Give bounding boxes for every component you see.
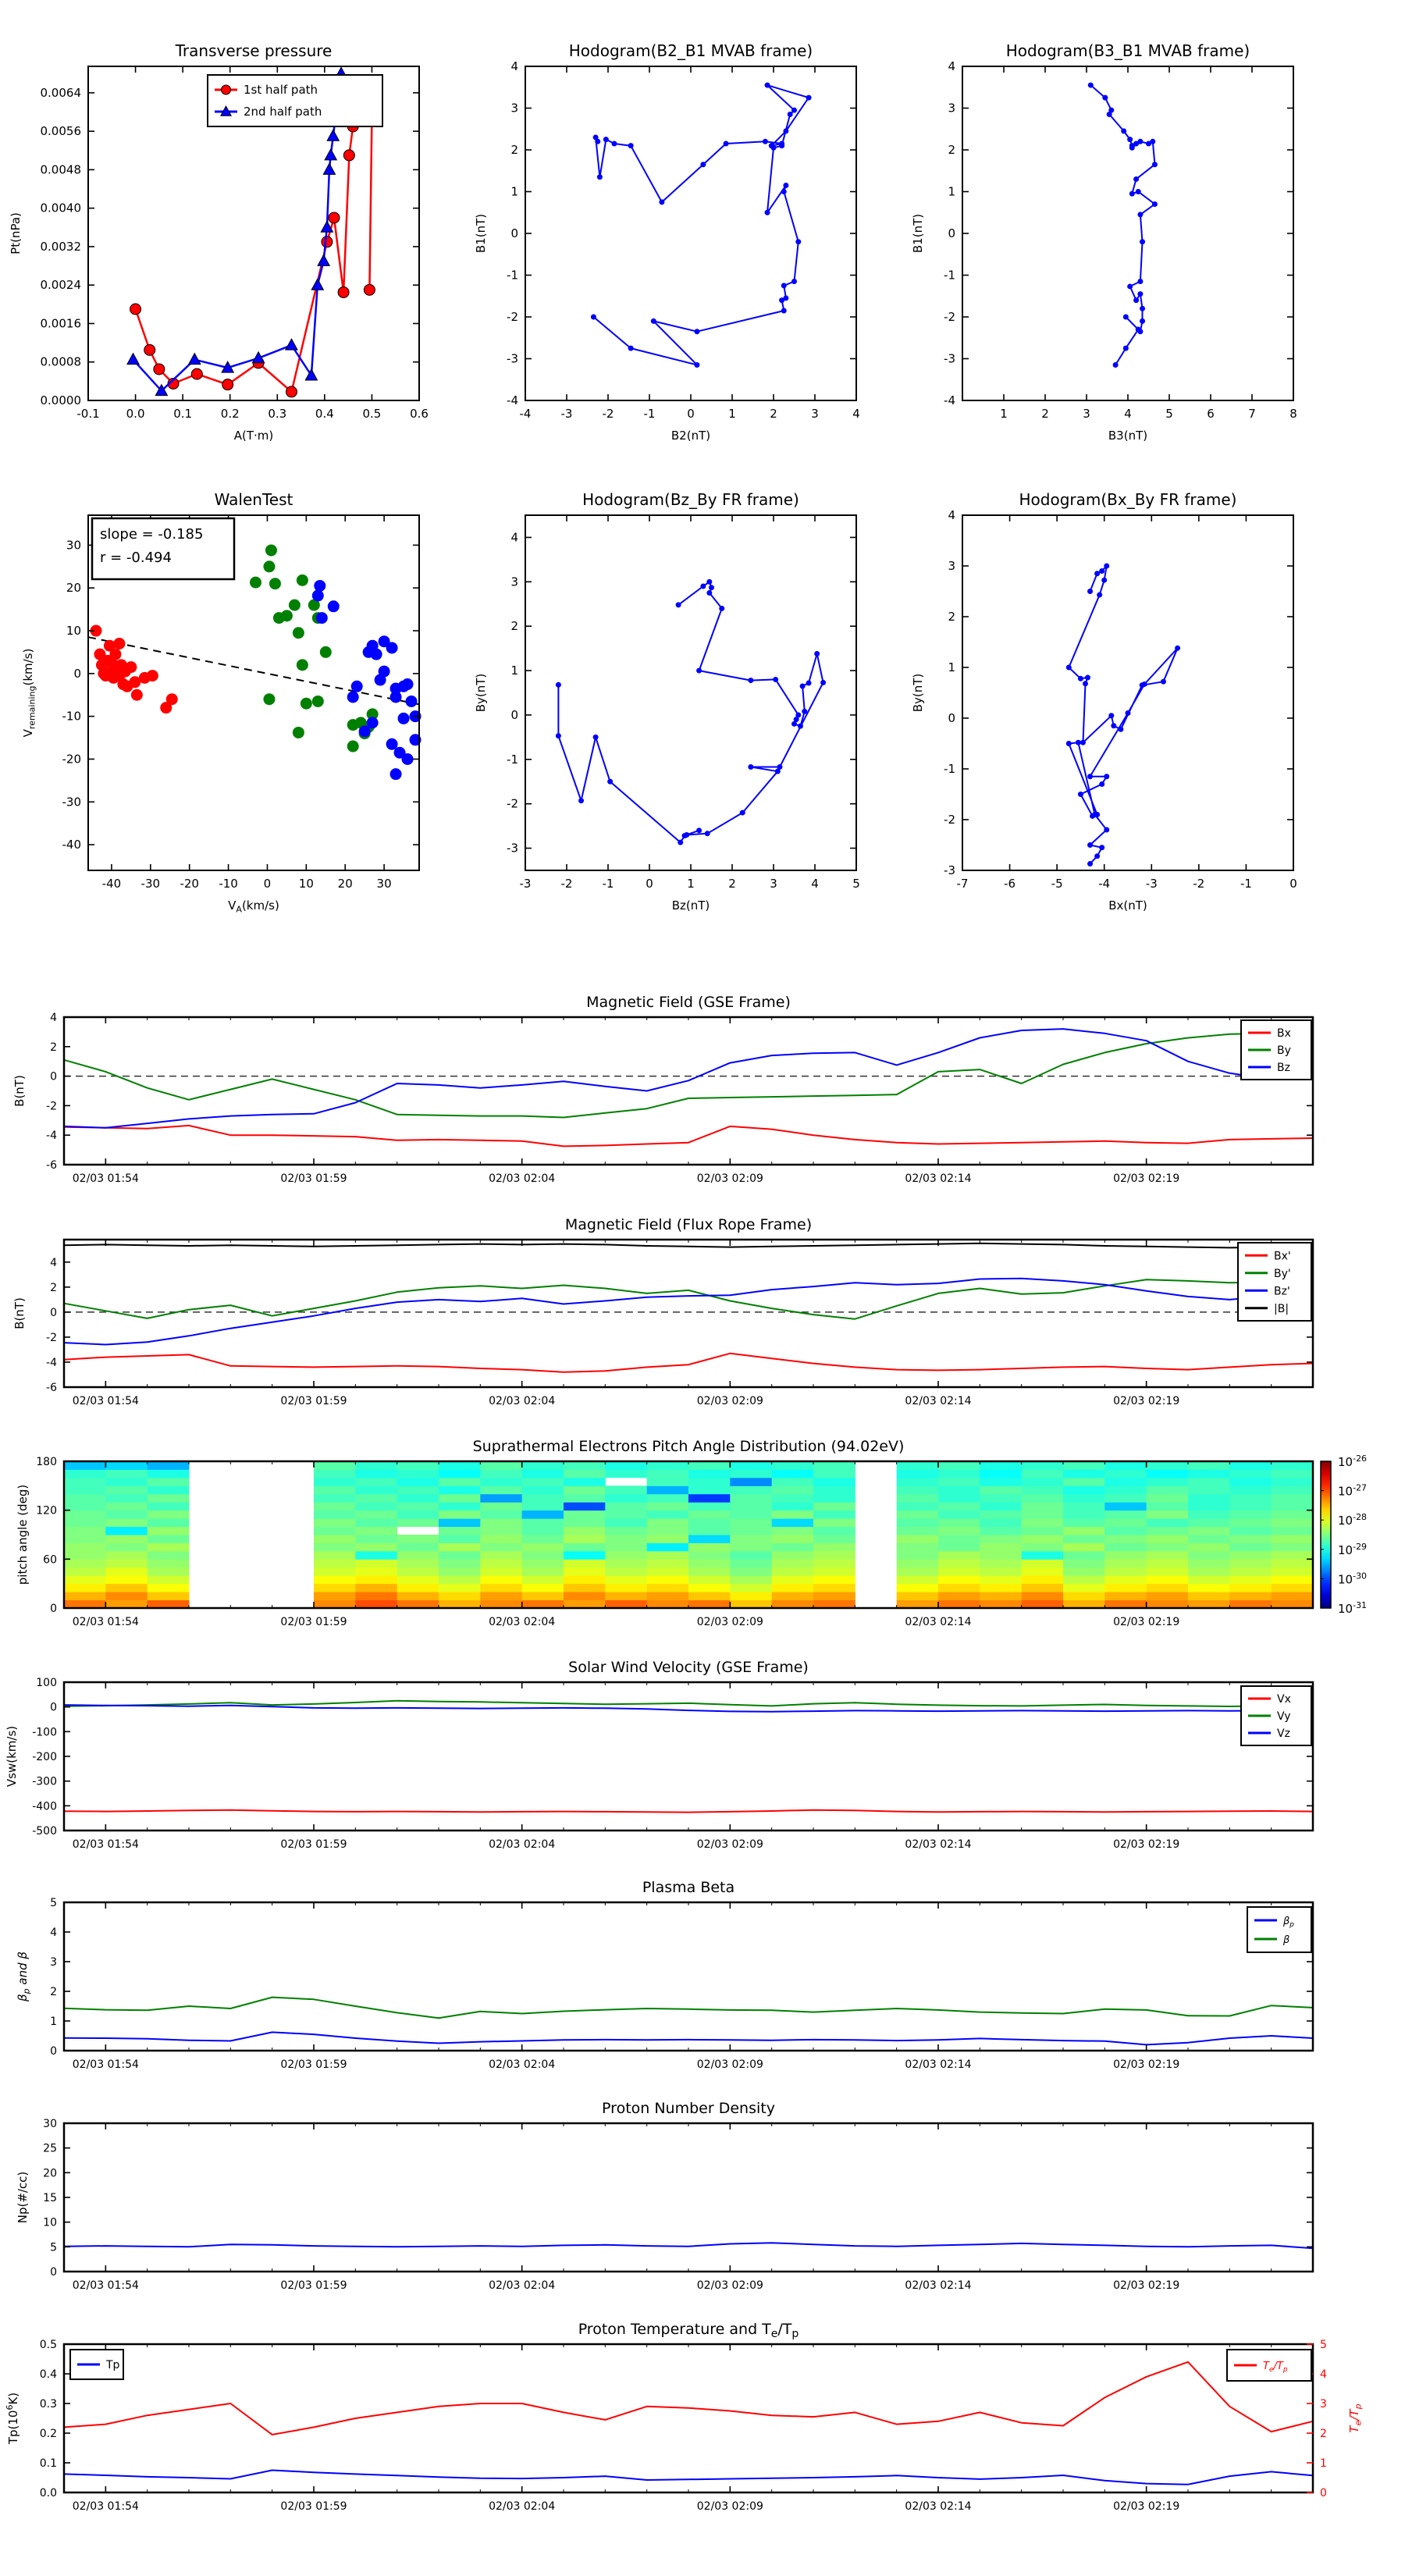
svg-text:2: 2: [728, 877, 736, 891]
svg-text:02/03 02:04: 02/03 02:04: [489, 1395, 556, 1407]
svg-text:0.0064: 0.0064: [40, 85, 81, 100]
svg-text:-1: -1: [1240, 877, 1252, 891]
svg-text:02/03 02:04: 02/03 02:04: [489, 1616, 556, 1628]
svg-text:4: 4: [510, 59, 518, 73]
svg-text:02/03 02:14: 02/03 02:14: [905, 2500, 972, 2513]
svg-text:By: By: [1277, 1044, 1291, 1057]
svg-text:02/03 02:04: 02/03 02:04: [489, 2500, 556, 2513]
annotation-walen-test: [92, 518, 234, 579]
svg-text:02/03 01:59: 02/03 01:59: [280, 1395, 347, 1407]
svg-text:-5: -5: [1051, 877, 1063, 891]
svg-text:Bx': Bx': [1274, 1250, 1291, 1263]
svg-text:02/03 02:14: 02/03 02:14: [905, 1616, 972, 1628]
svg-text:02/03 01:54: 02/03 01:54: [72, 1172, 139, 1185]
svg-text:0.0008: 0.0008: [40, 354, 81, 369]
svg-text:-1: -1: [944, 268, 955, 283]
svg-text:-200: -200: [32, 1751, 57, 1763]
svg-text:0: 0: [948, 711, 955, 725]
svg-text:02/03 02:19: 02/03 02:19: [1113, 1172, 1180, 1185]
svg-text:1: 1: [510, 664, 518, 678]
svg-text:02/03 02:14: 02/03 02:14: [905, 2058, 972, 2071]
svg-text:02/03 01:54: 02/03 01:54: [72, 2500, 139, 2513]
svg-text:0.2: 0.2: [220, 407, 240, 421]
svg-text:5: 5: [1165, 407, 1173, 421]
svg-text:10-31: $10^{-31}$: [1338, 1600, 1368, 1616]
svg-text:10-27: $10^{-27}$: [1338, 1482, 1368, 1499]
svg-text:-100: -100: [32, 1726, 57, 1739]
svg-text:02/03 01:54: 02/03 01:54: [72, 1616, 139, 1628]
svg-text:0: 0: [50, 1070, 57, 1083]
svg-text:0.4: 0.4: [39, 2368, 57, 2381]
svg-text:Proton Number Density: Proton Number Density: [602, 2100, 775, 2117]
svg-text:3: 3: [50, 1956, 57, 1969]
svg-text:B1(nT): B1(nT): [474, 213, 488, 254]
svg-text:-4: -4: [46, 1356, 57, 1369]
svg-text:-2: -2: [560, 877, 573, 891]
svg-text:100: 100: [36, 1677, 57, 1689]
svg-text:Bz: Bz: [1277, 1062, 1290, 1074]
legend-velocity: [1241, 1686, 1311, 1745]
svg-text:-2: -2: [1193, 877, 1205, 891]
svg-text:-2: -2: [944, 813, 955, 827]
svg-text:r = -0.494: r = -0.494: [100, 550, 172, 566]
svg-text:Hodogram(B2_B1 MVAB frame): Hodogram(B2_B1 MVAB frame): [568, 41, 813, 60]
svg-text:-40: -40: [101, 877, 122, 891]
svg-text:Hodogram(Bz_By FR frame): Hodogram(Bz_By FR frame): [582, 490, 799, 509]
svg-text:2: 2: [948, 143, 955, 157]
svg-text:B3(nT): B3(nT): [1108, 429, 1148, 443]
svg-text:10: 10: [66, 624, 81, 639]
svg-text:2nd half path: 2nd half path: [244, 105, 322, 119]
svg-text:0.3: 0.3: [268, 407, 287, 421]
svg-text:-400: -400: [32, 1800, 57, 1813]
svg-text:02/03 02:19: 02/03 02:19: [1113, 2279, 1180, 2292]
svg-text:-1: -1: [643, 407, 656, 421]
svg-text:1: 1: [948, 660, 955, 674]
svg-text:-2: -2: [944, 310, 955, 324]
svg-text:02/03 02:09: 02/03 02:09: [696, 2279, 763, 2292]
svg-text:-3: -3: [944, 351, 955, 366]
svg-text:02/03 01:54: 02/03 01:54: [72, 2058, 139, 2071]
svg-text:5: 5: [50, 2241, 57, 2254]
svg-text:02/03 01:59: 02/03 01:59: [280, 1616, 347, 1628]
svg-text:02/03 02:09: 02/03 02:09: [696, 1395, 763, 1407]
svg-text:-4: -4: [944, 393, 955, 407]
svg-text:6: 6: [1207, 407, 1215, 421]
svg-text:-500: -500: [32, 1825, 57, 1838]
svg-text:-3: -3: [944, 863, 955, 877]
svg-text:02/03 02:19: 02/03 02:19: [1113, 1395, 1180, 1407]
svg-text:-2: -2: [46, 1100, 57, 1113]
svg-text:-4: -4: [1098, 877, 1111, 891]
svg-text:1: 1: [510, 184, 518, 199]
svg-text:5: 5: [852, 877, 860, 891]
svg-text:1: 1: [687, 877, 695, 891]
svg-text:Bx(nT): Bx(nT): [1108, 898, 1147, 913]
svg-text:3: 3: [948, 101, 955, 116]
svg-text:-40: -40: [62, 838, 81, 852]
svg-text:0: 0: [50, 1701, 57, 1714]
svg-text:Tp: Tp: [106, 2359, 120, 2371]
svg-text:02/03 02:04: 02/03 02:04: [489, 2279, 556, 2292]
svg-text:1st half path: 1st half path: [244, 83, 318, 97]
svg-text:0: 0: [73, 666, 81, 681]
svg-text:2: 2: [1041, 407, 1049, 421]
svg-text:0: 0: [1320, 2487, 1327, 2500]
svg-text:-3: -3: [507, 351, 518, 366]
svg-text:0.0016: 0.0016: [40, 316, 81, 331]
svg-text:0: 0: [687, 407, 695, 421]
svg-text:30: 30: [376, 877, 392, 891]
svg-text:10-28: $10^{-28}$: [1338, 1512, 1368, 1528]
svg-text:By': By': [1274, 1267, 1291, 1280]
svg-text:Proton Temperature and Te/Tp: Proton Temperature and $T_e/T_p$: [578, 2321, 799, 2341]
svg-text:30: 30: [66, 538, 81, 553]
svg-text:3: 3: [1320, 2398, 1327, 2411]
svg-text:B(nT): B(nT): [12, 1297, 27, 1329]
svg-text:Magnetic Field (GSE Frame): Magnetic Field (GSE Frame): [586, 994, 791, 1011]
svg-text:10: 10: [298, 877, 314, 891]
svg-text:10-26: $10^{-26}$: [1338, 1453, 1368, 1469]
svg-text:Bz(nT): Bz(nT): [671, 898, 710, 913]
svg-text:2: 2: [770, 407, 777, 421]
svg-text:02/03 02:04: 02/03 02:04: [489, 1838, 556, 1851]
svg-text:02/03 01:59: 02/03 01:59: [280, 2058, 347, 2071]
svg-text:-3: -3: [1145, 877, 1158, 891]
svg-text:-2: -2: [507, 310, 518, 324]
svg-text:5: 5: [1320, 2339, 1327, 2351]
legend-mag-fr: [1238, 1243, 1311, 1321]
svg-text:Bx: Bx: [1277, 1027, 1291, 1040]
svg-text:Vz: Vz: [1277, 1727, 1290, 1740]
svg-text:Solar Wind Velocity (GSE Frame: Solar Wind Velocity (GSE Frame): [568, 1659, 809, 1676]
svg-text:-0.1: -0.1: [76, 407, 100, 421]
svg-text:|B|: |B|: [1274, 1302, 1289, 1315]
svg-text:2: 2: [510, 143, 518, 157]
svg-text:2: 2: [50, 1041, 57, 1054]
svg-text:Vy: Vy: [1277, 1710, 1291, 1723]
svg-text:-4: -4: [46, 1130, 57, 1143]
legend2-temperature: [1227, 2350, 1311, 2381]
svg-text:02/03 01:59: 02/03 01:59: [280, 2500, 347, 2513]
svg-text:20: 20: [337, 877, 353, 891]
svg-text:0: 0: [263, 877, 272, 891]
svg-text:4: 4: [948, 59, 955, 73]
svg-text:2: 2: [50, 1281, 57, 1294]
svg-text:4: 4: [50, 1927, 57, 1939]
svg-text:25: 25: [43, 2142, 57, 2155]
svg-text:0.1: 0.1: [173, 407, 193, 421]
svg-text:B(nT): B(nT): [12, 1075, 27, 1107]
svg-text:02/03 01:54: 02/03 01:54: [72, 1838, 139, 1851]
svg-text:02/03 02:14: 02/03 02:14: [905, 1838, 972, 1851]
svg-text:Bz': Bz': [1274, 1285, 1290, 1298]
svg-text:0: 0: [948, 226, 955, 240]
svg-text:5: 5: [50, 1897, 57, 1909]
svg-text:-30: -30: [140, 877, 161, 891]
svg-text:0.0048: 0.0048: [40, 162, 81, 177]
legend-transverse-pressure: [208, 75, 382, 126]
svg-text:WalenTest: WalenTest: [214, 490, 293, 509]
svg-text:3: 3: [811, 407, 819, 421]
legend-temperature: [70, 2350, 123, 2379]
svg-text:10-29: $10^{-29}$: [1338, 1541, 1368, 1557]
svg-text:02/03 02:19: 02/03 02:19: [1113, 2058, 1180, 2071]
svg-text:02/03 02:09: 02/03 02:09: [696, 1172, 763, 1185]
svg-text:-2: -2: [602, 407, 614, 421]
svg-text:-4: -4: [519, 407, 532, 421]
svg-text:Te/Tp: $T_e/T_p$: [1347, 2403, 1364, 2433]
svg-text:-10: -10: [219, 877, 238, 891]
svg-text:β: β: [1283, 1934, 1290, 1946]
svg-text:By(nT): By(nT): [474, 673, 488, 713]
svg-text:4: 4: [510, 530, 518, 545]
svg-text:Vx: Vx: [1277, 1693, 1291, 1706]
svg-text:1: 1: [1320, 2457, 1327, 2470]
svg-text:4: 4: [852, 407, 860, 421]
svg-text:02/03 02:14: 02/03 02:14: [905, 1395, 972, 1407]
legend-plasma-beta: [1247, 1907, 1311, 1952]
svg-text:-20: -20: [180, 877, 199, 891]
svg-text:Te/Tp: $T_e/T_p$: [1263, 2361, 1288, 2374]
svg-text:0: 0: [646, 877, 653, 891]
svg-text:3: 3: [948, 559, 955, 573]
svg-text:0.1: 0.1: [39, 2457, 57, 2470]
svg-text:02/03 02:09: 02/03 02:09: [696, 2058, 763, 2071]
svg-text:1: 1: [728, 407, 736, 421]
svg-text:0.0: 0.0: [39, 2487, 57, 2500]
svg-text:02/03 02:14: 02/03 02:14: [905, 2279, 972, 2292]
svg-text:-2: -2: [46, 1331, 57, 1344]
svg-text:7: 7: [1248, 407, 1256, 421]
svg-text:4: 4: [1320, 2368, 1327, 2381]
svg-text:2: 2: [948, 610, 955, 624]
svg-text:0: 0: [510, 226, 518, 240]
svg-text:02/03 02:04: 02/03 02:04: [489, 1172, 556, 1185]
svg-text:-6: -6: [46, 1382, 57, 1394]
svg-text:1: 1: [50, 2016, 57, 2028]
svg-text:0.4: 0.4: [315, 407, 334, 421]
svg-text:A(T·m): A(T·m): [233, 429, 274, 443]
svg-text:-1: -1: [602, 877, 614, 891]
svg-text:-3: -3: [560, 407, 573, 421]
svg-text:0: 0: [50, 2045, 57, 2058]
svg-text:3: 3: [770, 877, 777, 891]
svg-text:02/03 01:54: 02/03 01:54: [72, 1395, 139, 1407]
svg-text:Suprathermal Electrons Pitch A: Suprathermal Electrons Pitch Angle Distribution (94.02eV): [472, 1438, 905, 1455]
svg-text:pitch angle (deg): pitch angle (deg): [16, 1484, 30, 1585]
svg-text:-7: -7: [956, 877, 969, 891]
svg-text:-20: -20: [62, 752, 81, 767]
svg-text:02/03 02:19: 02/03 02:19: [1113, 2500, 1180, 2513]
svg-text:02/03 02:04: 02/03 02:04: [489, 2058, 556, 2071]
svg-text:-1: -1: [507, 752, 518, 767]
svg-text:Magnetic Field (Flux Rope Fram: Magnetic Field (Flux Rope Frame): [564, 1216, 813, 1233]
svg-text:4: 4: [811, 877, 819, 891]
svg-text:0: 0: [50, 2266, 57, 2279]
svg-text:Vremaining(km/s): $V_{remaining}(km/s)$: [21, 648, 37, 738]
svg-text:Pt(nPa): Pt(nPa): [9, 212, 23, 254]
svg-text:-6: -6: [1004, 877, 1016, 891]
svg-text:Np(#/cc): Np(#/cc): [16, 2171, 30, 2224]
svg-text:2: 2: [1320, 2428, 1327, 2440]
svg-text:8: 8: [1289, 407, 1297, 421]
svg-text:02/03 01:59: 02/03 01:59: [280, 2279, 347, 2292]
svg-text:10: 10: [43, 2216, 57, 2229]
svg-text:120: 120: [36, 1504, 57, 1517]
svg-text:Hodogram(B3_B1 MVAB frame): Hodogram(B3_B1 MVAB frame): [1005, 41, 1250, 60]
svg-text:3: 3: [510, 575, 518, 589]
svg-text:0.2: 0.2: [39, 2428, 57, 2440]
svg-text:Transverse pressure: Transverse pressure: [175, 41, 333, 60]
svg-text:4: 4: [948, 508, 955, 522]
svg-text:2: 2: [50, 1986, 57, 1998]
svg-text:0.0000: 0.0000: [40, 393, 81, 407]
svg-text:0.5: 0.5: [362, 407, 382, 421]
svg-text:-1: -1: [507, 268, 518, 283]
svg-text:βp and β: $\beta_p$ and β: [16, 1952, 32, 2001]
legend-mag-gse: [1241, 1020, 1311, 1080]
svg-text:Tp(106K): $Tp(10^6K)$: [5, 2392, 20, 2445]
svg-text:10-30: $10^{-30}$: [1338, 1571, 1368, 1587]
svg-text:02/03 01:59: 02/03 01:59: [280, 1838, 347, 1851]
svg-text:02/03 02:19: 02/03 02:19: [1113, 1616, 1180, 1628]
svg-text:02/03 01:54: 02/03 01:54: [72, 2279, 139, 2292]
svg-text:-300: -300: [32, 1775, 57, 1788]
svg-text:-30: -30: [62, 795, 81, 809]
svg-text:02/03 02:14: 02/03 02:14: [905, 1172, 972, 1185]
svg-text:0: 0: [50, 1603, 57, 1615]
svg-text:20: 20: [43, 2167, 57, 2180]
svg-text:02/03 02:09: 02/03 02:09: [696, 1838, 763, 1851]
svg-text:0: 0: [1289, 877, 1297, 891]
svg-text:4: 4: [50, 1012, 57, 1024]
svg-text:B2(nT): B2(nT): [670, 429, 711, 443]
svg-text:slope = -0.185: slope = -0.185: [100, 526, 204, 543]
svg-text:1: 1: [1000, 407, 1008, 421]
svg-text:3: 3: [1083, 407, 1090, 421]
svg-text:0.0032: 0.0032: [40, 239, 81, 254]
svg-text:-10: -10: [62, 709, 81, 724]
svg-text:1: 1: [948, 184, 955, 199]
svg-text:-4: -4: [507, 393, 518, 407]
svg-text:2: 2: [510, 619, 518, 634]
svg-text:0: 0: [50, 1306, 57, 1319]
svg-text:Plasma Beta: Plasma Beta: [642, 1879, 735, 1896]
svg-text:B1(nT): B1(nT): [911, 213, 925, 254]
svg-text:4: 4: [50, 1256, 57, 1269]
svg-text:02/03 02:09: 02/03 02:09: [696, 1616, 763, 1628]
svg-text:15: 15: [43, 2192, 57, 2204]
svg-text:0: 0: [510, 707, 518, 722]
svg-text:4: 4: [1124, 407, 1132, 421]
svg-text:Vsw(km/s): Vsw(km/s): [5, 1725, 19, 1788]
svg-text:60: 60: [43, 1553, 57, 1567]
svg-text:VA(km/s): $V_A(km/s)$: [228, 898, 279, 915]
svg-text:-6: -6: [46, 1159, 57, 1172]
svg-text:3: 3: [510, 101, 518, 116]
svg-text:-3: -3: [507, 841, 518, 856]
svg-text:02/03 02:09: 02/03 02:09: [696, 2500, 763, 2513]
svg-text:-3: -3: [519, 877, 532, 891]
svg-text:02/03 02:19: 02/03 02:19: [1113, 1838, 1180, 1851]
svg-text:-1: -1: [944, 762, 955, 776]
svg-text:30: 30: [43, 2118, 57, 2130]
svg-text:0.6: 0.6: [410, 407, 429, 421]
svg-text:0.3: 0.3: [39, 2398, 57, 2411]
svg-text:0.5: 0.5: [39, 2339, 57, 2351]
svg-text:By(nT): By(nT): [911, 673, 925, 713]
svg-text:0.0056: 0.0056: [40, 124, 81, 139]
svg-text:20: 20: [66, 581, 81, 596]
svg-text:02/03 01:59: 02/03 01:59: [280, 1172, 347, 1185]
svg-text:0.0024: 0.0024: [40, 278, 81, 293]
svg-text:180: 180: [36, 1456, 57, 1468]
svg-text:Hodogram(Bx_By FR frame): Hodogram(Bx_By FR frame): [1019, 490, 1237, 509]
svg-text:-2: -2: [507, 796, 518, 811]
svg-text:0.0: 0.0: [126, 407, 145, 421]
svg-text:βp: $\beta_p$: [1283, 1916, 1295, 1929]
svg-text:0.0040: 0.0040: [40, 201, 81, 215]
